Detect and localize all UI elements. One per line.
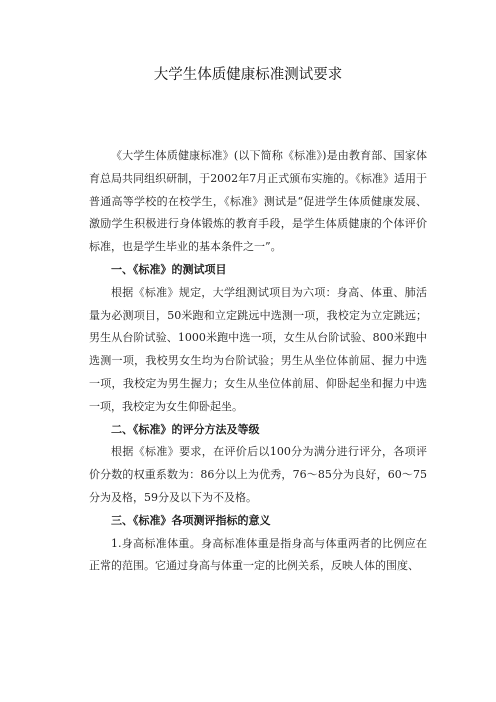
- scoring-paragraph: 根据《标准》要求，在评价后以100分为满分进行评分，各项评价分数的权重系数为：86分以上为优秀，76～85分为良好，60～75分为及格，59分及以下为不及格。: [89, 445, 427, 504]
- document-body: [89, 145, 427, 578]
- intro-paragraph: 《大学生体质健康标准》(以下简称《标准》)是由教育部、国家体育总局共同组织研制，于2002年7月正式颁布实施的。《标准》适用于普通高等学校的在校学生，《标准》测试是“促进学生体质健康发展、激励学生积极进行身体锻炼的教育手段，是学生体质健康的个体评价标准，也是学生毕业的基本条件之一”。: [89, 149, 427, 254]
- section-heading-test-items: 一、《标准》的测试项目: [111, 262, 227, 276]
- section-heading-scoring: 二、《标准》的评分方法及等级: [111, 422, 260, 436]
- height-weight-paragraph: 1.身高标准体重。身高标准体重是指身高与体重两者的比例应在正常的范围。它通过身高与体重一定的比例关系，反映人体的围度、: [89, 536, 427, 573]
- test-items-paragraph: 根据《标准》规定，大学组测试项目为六项：身高、体重、肺活量为必测项目，50米跑和立定跳远中选测一项，我校定为立定跳远；男生从台阶试验、1000米跑中选一项，女生从台阶试验、800米跑中选测一项，我校男女生均为台阶试验；男生从坐位体前屈、握力中选一项，我校定为男生握力；女生从坐位体前屈、仰卧起坐和握力中选一项，我校定为女生仰卧起坐。: [89, 285, 427, 413]
- document-title: 大学生体质健康标准测试要求: [153, 67, 343, 83]
- section-heading-indicators: 三、《标准》各项测评指标的意义: [111, 513, 271, 527]
